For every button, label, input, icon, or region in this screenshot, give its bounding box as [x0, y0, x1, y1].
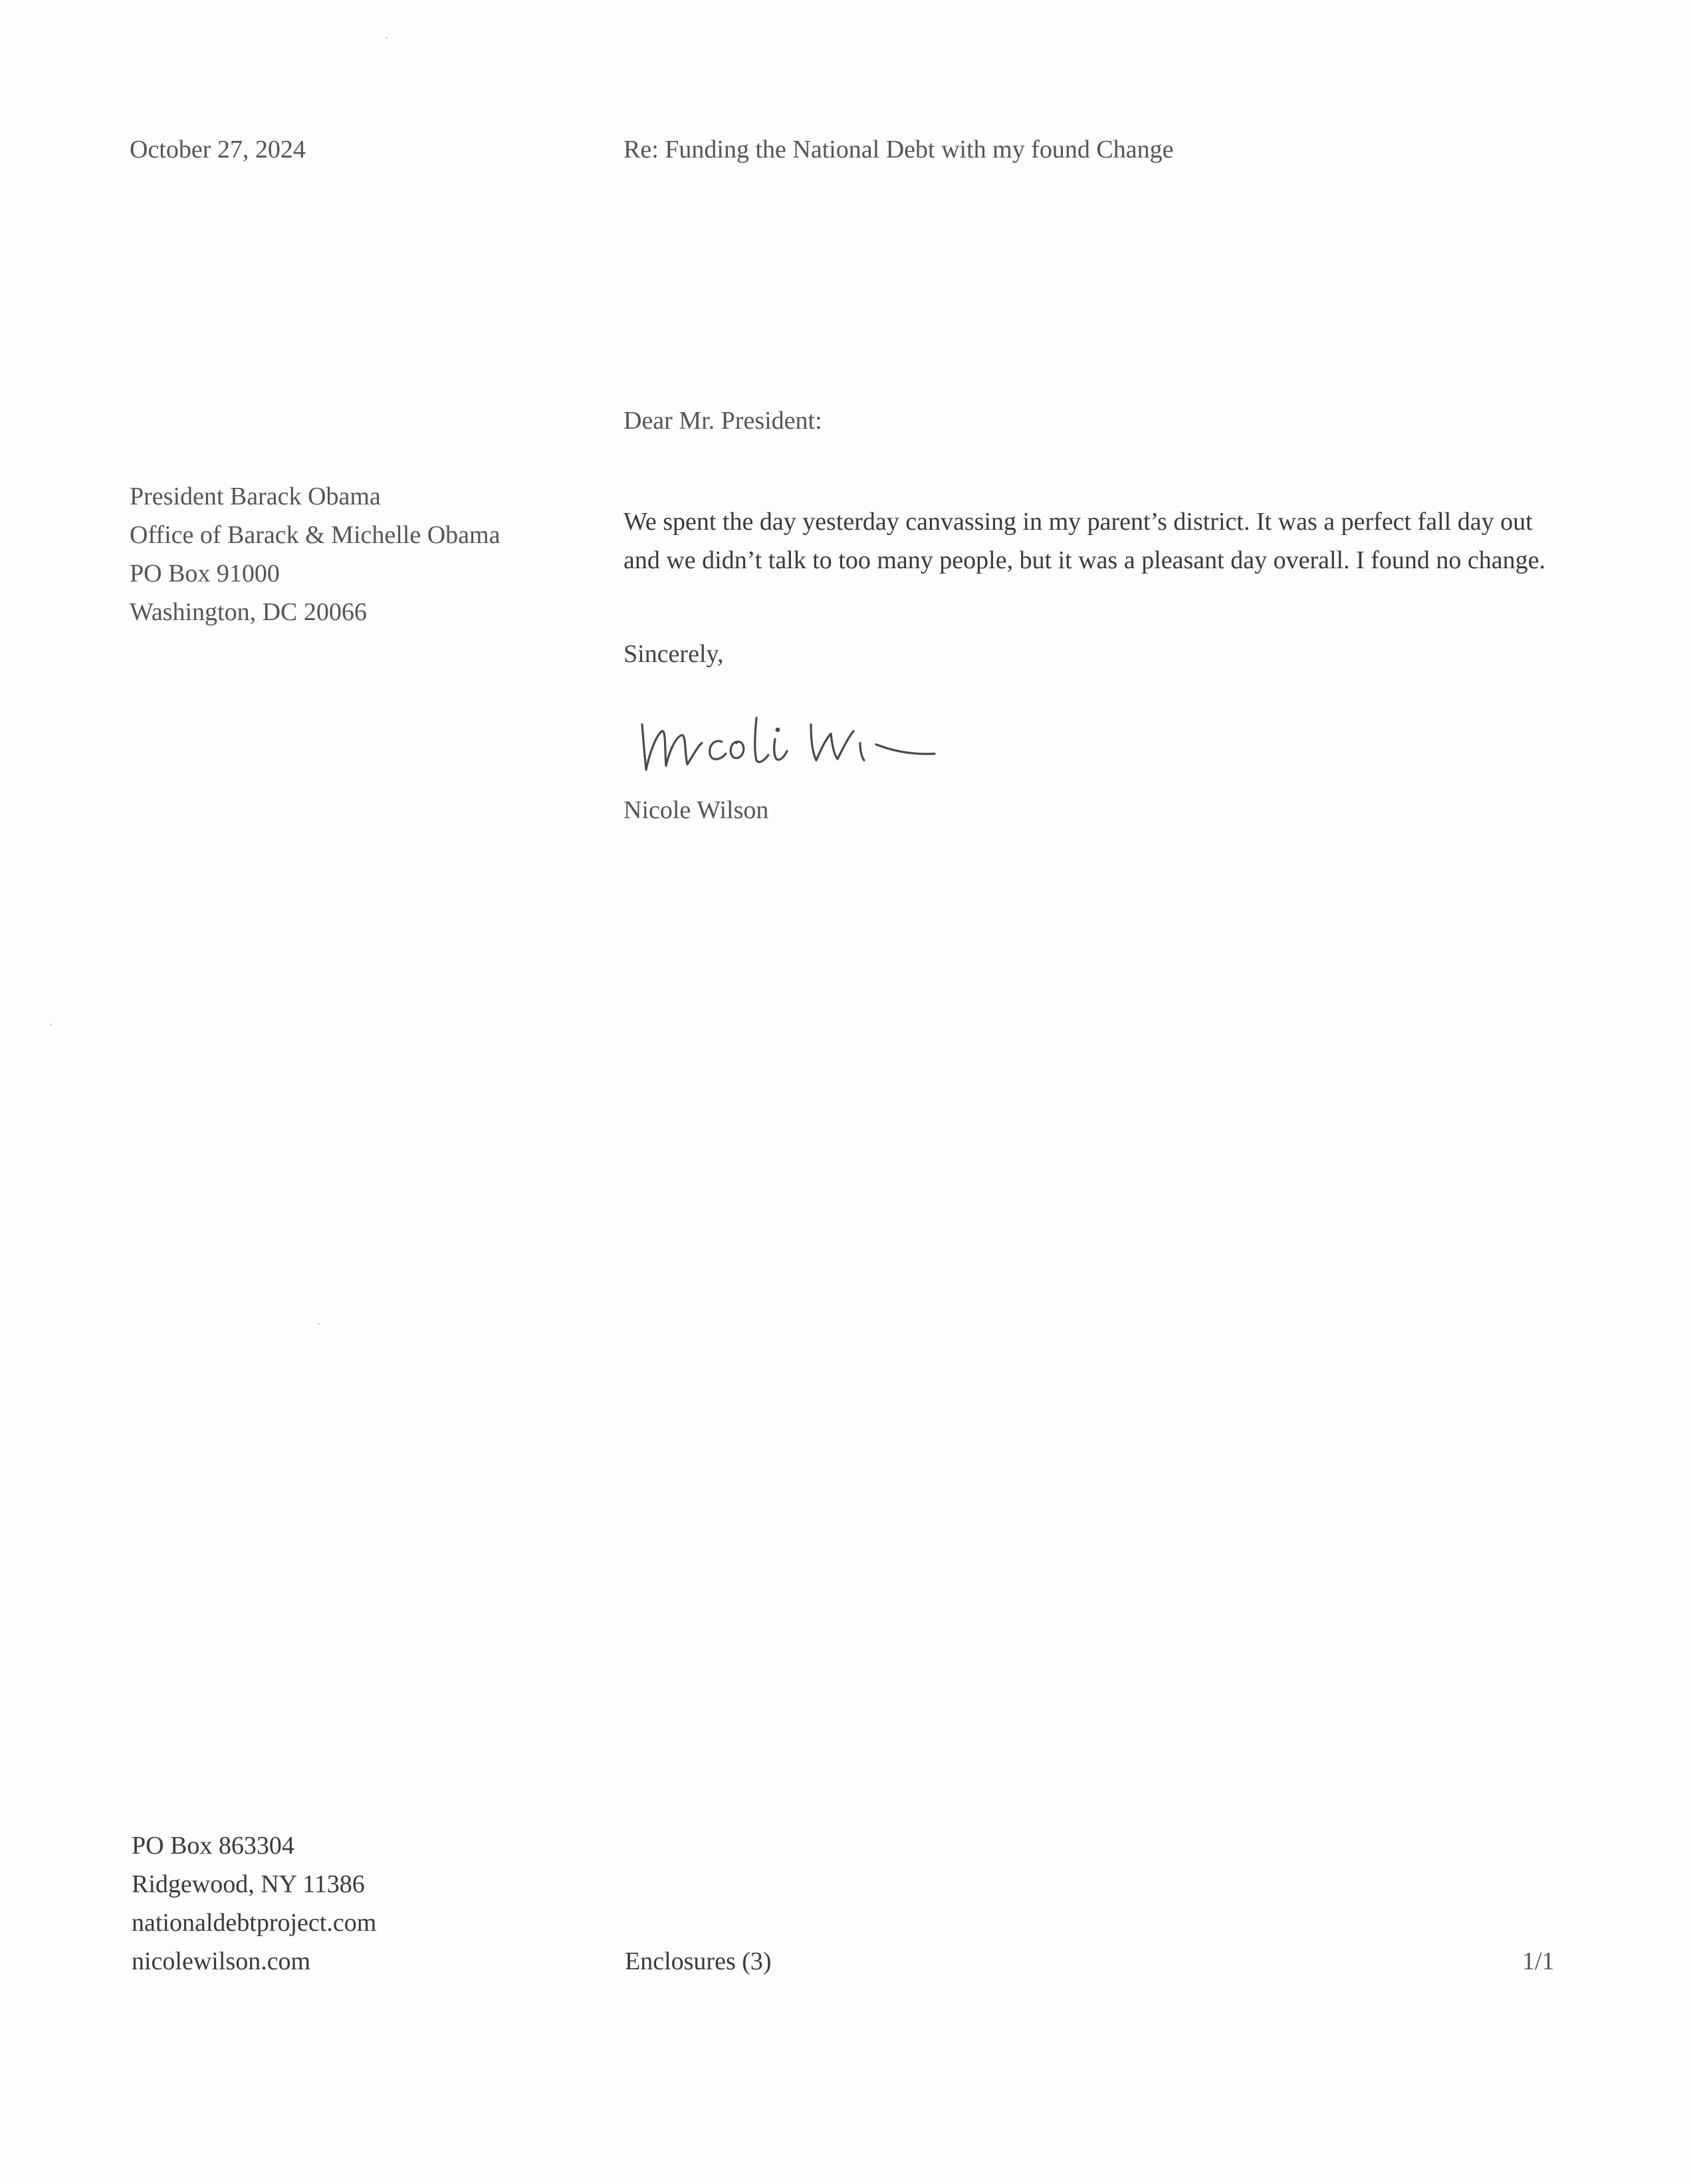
recipient-line: Washington, DC 20066: [130, 598, 367, 626]
enclosures-note: Enclosures (3): [625, 1947, 772, 1975]
recipient-line: PO Box 91000: [130, 560, 280, 588]
sender-address: [132, 1826, 376, 1981]
handwritten-signature: [637, 705, 956, 778]
closing: Sincerely,: [623, 640, 724, 668]
letter-body: We spent the day yesterday canvassing in my parent’s district. It was a perfect fall day out and we didn’t talk to too many people, but it was a pleasant day overall. I found no change.: [623, 508, 1545, 574]
signer-name: Nicole Wilson: [623, 796, 769, 824]
recipient-address: [130, 477, 500, 631]
recipient-line: Office of Barack & Michelle Obama: [130, 521, 501, 549]
paper-speck: [386, 37, 388, 39]
sender-website: nationaldebtproject.com: [132, 1909, 377, 1937]
letter-date: October 27, 2024: [130, 136, 306, 164]
sender-line: PO Box 863304: [132, 1832, 294, 1860]
paper-speck: [318, 1323, 320, 1325]
sender-website: nicolewilson.com: [132, 1947, 311, 1975]
paper-speck: [50, 1024, 52, 1026]
page-number: 1/1: [1522, 1947, 1555, 1975]
salutation: Dear Mr. President:: [623, 407, 822, 435]
letter-subject: Re: Funding the National Debt with my found Change: [623, 136, 1174, 164]
sender-line: Ridgewood, NY 11386: [132, 1870, 365, 1898]
recipient-line: President Barack Obama: [130, 483, 381, 510]
